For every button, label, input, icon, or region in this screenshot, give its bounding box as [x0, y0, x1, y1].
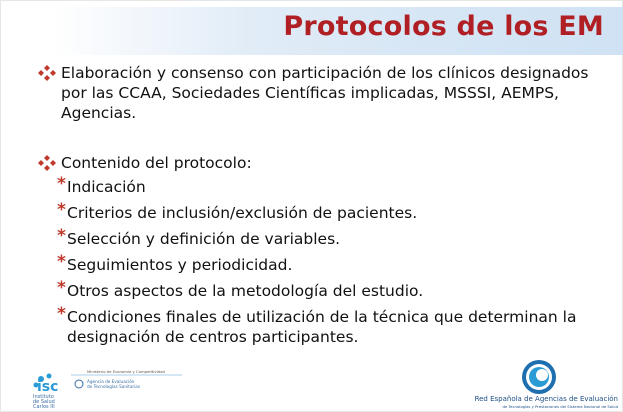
bullet-text: Contenido del protocolo:: [61, 154, 252, 172]
sub-item: [37, 278, 617, 301]
sub-list: [37, 174, 617, 347]
diamond-bullet-icon: [37, 65, 57, 81]
slide-body: [37, 63, 617, 353]
agency-text: Agencia de Evaluación: [87, 379, 135, 384]
bullet-item: [37, 63, 617, 123]
asterisk-bullet-icon: *: [57, 226, 66, 246]
bullet-text: Elaboración y consenso con participación de los clínicos designados por las CCAA, Sociedades Científicas implicadas, MSSSI, AEMPS, Agencias.: [61, 64, 589, 122]
sub-item: [37, 252, 617, 275]
sub-item: [37, 174, 617, 197]
sub-item-text: Otros aspectos de la metodología del estudio.: [67, 282, 424, 300]
diamond-bullet-icon: [37, 155, 57, 171]
asterisk-bullet-icon: *: [57, 304, 66, 324]
slide-title: Protocolos de los EM: [283, 11, 604, 42]
asterisk-bullet-icon: *: [57, 278, 66, 298]
network-subtitle-text: de Tecnologías y Prestaciones del Sistema Nacional de Salud: [502, 404, 618, 409]
isciii-logo: [27, 369, 187, 409]
sub-item: [37, 226, 617, 249]
ministry-text: Ministerio de Economía y Competitividad: [87, 369, 165, 374]
institute-text-line2: de Salud: [33, 399, 55, 405]
sub-item-text: Seguimientos y periodicidad.: [67, 256, 293, 274]
institute-text-line3: Carlos III: [33, 404, 55, 409]
asterisk-bullet-icon: *: [57, 174, 66, 194]
agency-emblem-icon: [75, 380, 83, 388]
swirl-emblem-icon: [522, 360, 556, 394]
agency-text-line2: de Tecnologías Sanitarias: [87, 384, 141, 389]
sub-item-text: Condiciones finales de utilización de la técnica que determinan la designación de centros participantes.: [67, 308, 577, 346]
sub-item-text: Indicación: [67, 178, 146, 196]
isciii-emblem-icon: [34, 374, 59, 396]
sub-item: [37, 304, 617, 347]
sub-item-text: Criterios de inclusión/exclusión de pacientes.: [67, 204, 418, 222]
svg-text:isc: isc: [37, 379, 59, 395]
institute-text: Instituto: [33, 394, 54, 400]
asterisk-bullet-icon: *: [57, 252, 66, 272]
sub-item: [37, 200, 617, 223]
network-name-text: Red Española de Agencias de Evaluación: [474, 395, 618, 403]
bullet-item: [37, 153, 617, 173]
red-agencias-logo: [421, 357, 621, 411]
asterisk-bullet-icon: *: [57, 200, 66, 220]
sub-item-text: Selección y definición de variables.: [67, 230, 341, 248]
